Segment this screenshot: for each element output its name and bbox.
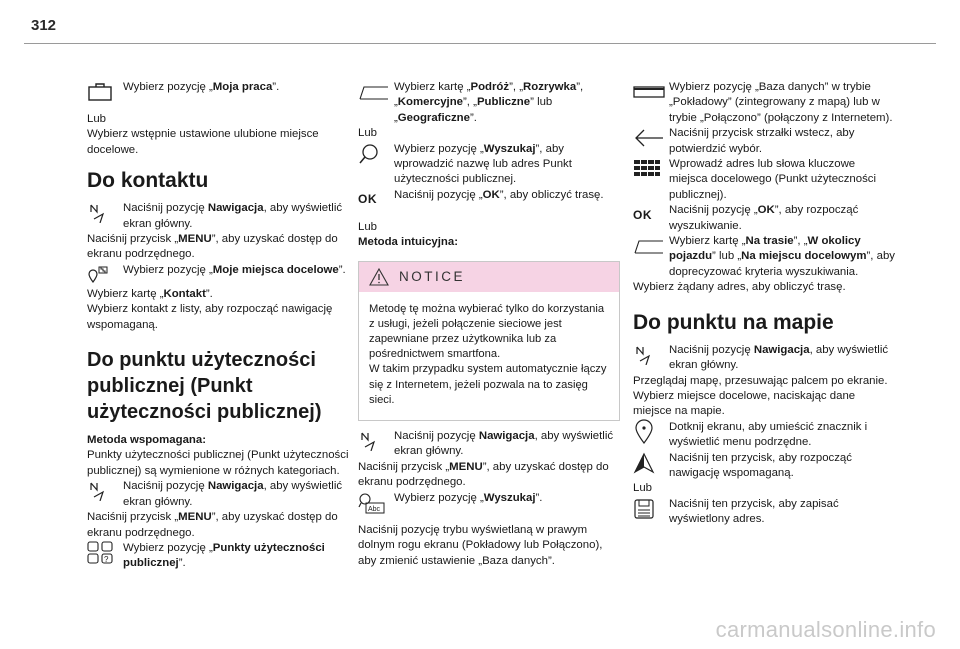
search2-text: Wybierz pozycję „Wyszukaj”. [394,491,543,504]
heading-kontakt: Do kontaktu [87,169,209,193]
tabs-row [358,80,620,126]
assisted-label: Metoda wspomagana: [87,434,206,447]
nav-row-3 [358,429,620,460]
search-text: Wybierz pozycję „Wyszukaj”, aby wprowadzić nazwę lub adres Punkt użyteczności publicznej. [394,142,572,186]
navigation-icon [87,201,123,225]
start-row [633,451,895,482]
lub-text: Lub [87,113,107,125]
browse-text: Przeglądaj mapę, przesuwając palcem po ekranie. [633,374,888,387]
route-tabs-row [633,234,895,280]
kontakt-tab-text: Wybierz kartę „Kontakt”. [87,287,213,300]
menu-text-2: Naciśnij przycisk „MENU”, aby uzyskać dostęp do ekranu podrzędnego. [87,511,338,539]
tab-card-icon [358,80,394,104]
route-tabs-text: Wybierz kartę „Na trasie”, „W okolicy pojazdu” lub „Na miejscu docelowym”, aby doprecyzować kryteria wyszukiwania. [669,235,895,278]
tabs-text: Wybierz kartę „Podróż”, „Rozrywka”, „Komercyjne”, „Publiczne” lub „Geograficzne”. [394,81,584,124]
notice-title: NOTICE [399,268,466,284]
heading-poi-line-3: użyteczności publicznej) [87,401,322,424]
nav-text-3: Naciśnij pozycję Nawigacja, aby wyświetlić ekran główny. [394,430,614,458]
poi-select-text: Wybierz pozycję „Punkty użyteczności publicznej”. [123,541,325,570]
save-text: Naciśnij ten przycisk, aby zapisać wyświetlony adres. [669,497,839,526]
moje-miejsca-text: Wybierz pozycję „Moje miejsca docelowe”. [123,263,346,276]
navigation-icon [358,429,394,453]
nav-text-1: Naciśnij pozycję Nawigacja, aby wyświetlić ekran główny. [123,202,343,230]
column-2 [358,80,620,569]
navigation-icon [87,479,123,503]
heading-map: Do punktu na mapie [633,310,834,334]
ok-text: Naciśnij pozycję „OK”, aby obliczyć trasę. [394,188,604,201]
column-3 [633,80,895,528]
nav-text-2: Naciśnij pozycję Nawigacja, aby wyświetlić ekran główny. [123,480,343,508]
lub-text: Lub [358,220,378,233]
svg-text:Abc: Abc [368,505,381,513]
mode-text: Naciśnij pozycję trybu wyświetlaną w prawym dolnym rogu ekranu (Pokładowy lub Połączono), aby zmienić ustawienie „Baza danych”. [358,523,603,567]
moja-praca-text: Wybierz pozycję „Moja praca”. [123,81,280,93]
marker-row [633,420,895,451]
menu-text-1: Naciśnij przycisk „MENU”, aby uzyskać dostęp do ekranu podrzędnego. [87,233,338,261]
keyboard-search-icon [358,491,394,515]
nav-text-4: Naciśnij pozycję Nawigacja, aby wyświetlić ekran główny. [669,343,889,372]
notice-header [359,262,619,292]
preset-text: Wybierz wstępnie ustawione ulubione miejsce docelowe. [87,128,319,156]
nav-row-1 [87,201,349,232]
nav-row-2 [87,479,349,510]
header-divider [24,43,936,44]
destination-flag-icon [87,263,123,287]
tab-card-icon [633,234,669,258]
svg-text:?: ? [104,554,109,564]
address-row [633,157,895,203]
notice-text: Metodę tę można wybierać tylko do korzystania z usługi, jeżeli połączenie sieciowe jest zapewniane przez użytkownika lub za pośrednictwem smartfona. W takim przypadku system automatycznie łączy się z Internetem, jeżeli pozwala na to zasięg sieci. [369,302,607,406]
search-row [358,142,620,188]
assisted-text: Punkty użyteczności publicznej (Punkt użyteczności publicznej) są wymienione w różnych kategoriach. [87,449,349,477]
ok-row [358,188,620,212]
search2-row [358,491,620,515]
save-row [633,497,895,528]
poi-categories-icon [87,541,123,565]
database-row [633,80,895,126]
heading-poi [87,347,349,425]
back-arrow-icon [633,126,669,150]
menu-text-3: Naciśnij przycisk „MENU”, aby uzyskać dostęp do ekranu podrzędnego. [358,460,609,489]
footer-watermark: carmanualsonline.info [715,617,936,642]
navigation-icon [633,343,669,367]
dest-text: Wybierz żądany adres, aby obliczyć trasę. [633,281,846,294]
start-navigation-icon [633,451,669,475]
save-address-icon [633,497,669,521]
briefcase-icon [87,80,123,104]
tap-text: Wybierz miejsce docelowe, naciskając dane miejsce na mapie. [633,389,856,418]
moje-miejsca-row [87,263,349,287]
moja-praca-row [87,80,349,104]
heading-poi-line-1: Do punktu użyteczności [87,349,316,372]
nav-row-4 [633,343,895,374]
notice-box [358,261,620,421]
ok-icon: OK [633,207,652,222]
address-text: Wprowadź adres lub słowa kluczowe miejsca docelowego (Punkt użyteczności publicznej). [669,158,877,201]
lub-text: Lub [358,127,378,140]
marker-text: Dotknij ekranu, aby umieścić znacznik i wyświetlić menu podrzędne. [669,420,868,449]
column-1 [87,80,349,572]
search-icon [358,142,394,166]
ok-row-2 [633,203,895,234]
ok-text-2: Naciśnij pozycję „OK”, aby rozpocząć wyszukiwanie. [669,204,859,232]
lub-text: Lub [633,482,653,495]
kontakt-list-text: Wybierz kontakt z listy, aby rozpocząć nawigację wspomaganą. [87,303,333,331]
heading-poi-line-2: publicznej (Punkt [87,375,253,398]
intuitive-label: Metoda intuicyjna: [358,236,458,249]
page-number: 312 [31,17,57,34]
warning-icon [369,268,389,286]
keyboard-grid-icon [633,157,669,181]
start-text: Naciśnij ten przycisk, aby rozpocząć nawigację wspomaganą. [669,451,852,479]
ok-icon: OK [358,192,377,207]
back-text: Naciśnij przycisk strzałki wstecz, aby potwierdzić wybór. [669,127,855,155]
poi-select-row [87,541,349,572]
map-pin-icon [633,420,669,444]
back-row [633,126,895,157]
database-toggle-icon [633,80,669,104]
database-text: Wybierz pozycję „Baza danych” w trybie „Pokładowy” (zintegrowany z mapą) lub w trybie „Połączono” (połączony z Internetem). [669,81,893,124]
